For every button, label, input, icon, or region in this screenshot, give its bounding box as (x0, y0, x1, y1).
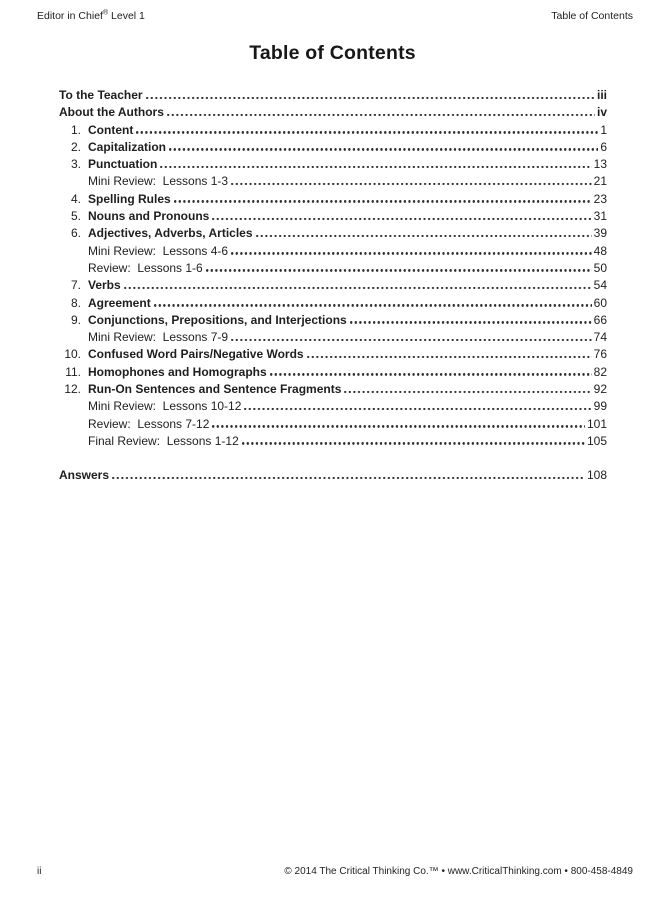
toc-entry (37, 191, 607, 208)
dot-leader (146, 97, 595, 100)
folio-page-number: ii (37, 866, 42, 877)
toc-entry (37, 156, 607, 173)
toc-entry (37, 346, 607, 363)
toc-entry-label: To the Teacher (59, 88, 143, 102)
toc-entry-number: 1. (70, 122, 81, 137)
toc-entry-label: Confused Word Pairs/Negative Words (88, 347, 304, 362)
book-level-text: Level 1 (108, 10, 145, 22)
toc-entry (37, 329, 607, 346)
dot-leader (206, 269, 592, 272)
running-footer (0, 866, 665, 877)
toc-entry-label: Nouns and Pronouns (88, 209, 210, 224)
dot-leader (154, 304, 592, 307)
toc-entry (37, 243, 607, 260)
dot-leader (212, 218, 591, 221)
toc-entry-page-number: 105 (586, 433, 607, 448)
toc-entry-number: 6. (70, 226, 81, 241)
toc-entry-page-number: 23 (593, 191, 607, 206)
dot-leader (124, 287, 592, 290)
toc-entry-number: 2. (70, 139, 81, 154)
dot-leader (231, 183, 592, 186)
toc-entry-page-number: 54 (593, 278, 607, 293)
toc-entry-label: Content (88, 122, 134, 137)
toc-entry-page-number: 92 (593, 382, 607, 397)
toc-entry-page-number: 48 (593, 243, 607, 258)
toc-entry-label: Conjunctions, Prepositions, and Interjections (88, 312, 347, 327)
toc-entry-label: Final Review: Lessons 1-12 (88, 433, 239, 448)
toc-entry-number: 12. (64, 382, 81, 397)
dot-leader (174, 200, 592, 203)
toc-entry-number: 7. (70, 278, 81, 293)
toc-entry (37, 467, 607, 484)
toc-entry-page-number: 50 (593, 260, 607, 275)
toc-entry-label: Run-On Sentences and Sentence Fragments (88, 382, 342, 397)
dot-leader (344, 391, 591, 394)
toc-entry-label: Capitalization (88, 139, 167, 154)
toc-entry-page-number: 74 (593, 330, 607, 345)
toc-entry-label: Mini Review: Lessons 7-9 (88, 330, 229, 345)
dot-leader (169, 148, 598, 151)
toc-entry (37, 277, 607, 294)
toc-entry (37, 398, 607, 415)
toc-entry-page-number: iii (596, 88, 607, 102)
toc-entry (37, 381, 607, 398)
toc-entry (37, 104, 607, 121)
dot-leader (256, 235, 592, 238)
toc-entry-label: Review: Lessons 7-12 (88, 416, 210, 431)
toc-entry-label: Punctuation (88, 157, 158, 172)
page-title: Table of Contents (249, 42, 416, 64)
copyright-line: © 2014 The Critical Thinking Co.™ • www.CriticalThinking.com • 800-458-4849 (284, 866, 633, 877)
toc-entry-page-number: 60 (593, 295, 607, 310)
toc-entry-page-number: 31 (593, 209, 607, 224)
dot-leader (350, 321, 592, 324)
toc-entry-label: Answers (59, 468, 110, 483)
dot-leader (270, 373, 592, 376)
toc-entry-label: Mini Review: Lessons 1-3 (88, 174, 229, 189)
dot-leader (242, 442, 585, 445)
toc-entry-label: Agreement (88, 295, 151, 310)
toc-entry (37, 416, 607, 433)
dot-leader (212, 425, 585, 428)
toc-entry-number: 10. (64, 347, 81, 362)
toc-entry (37, 208, 607, 225)
toc-entry-label: Spelling Rules (88, 191, 171, 206)
running-header (0, 0, 665, 22)
toc-entry-page-number: 101 (586, 416, 607, 431)
toc-entry-label: Mini Review: Lessons 4-6 (88, 243, 229, 258)
toc-entry-number: 3. (70, 157, 81, 172)
toc-entry (37, 173, 607, 190)
toc-entry (37, 433, 607, 450)
toc-entry (37, 364, 607, 381)
registered-trademark-symbol: ® (102, 9, 109, 17)
toc-entry-page-number: 108 (586, 468, 607, 483)
toc-entry-label: Review: Lessons 1-6 (88, 260, 203, 275)
toc-entry-page-number: iv (596, 105, 607, 120)
toc-entry-page-number: 13 (593, 157, 607, 172)
toc-entry-number: 4. (70, 191, 81, 206)
toc-entry (37, 295, 607, 312)
dot-leader (160, 166, 591, 169)
toc-entry-number: 11. (65, 364, 81, 379)
dot-leader (231, 339, 592, 342)
toc-entry-page-number: 21 (593, 174, 607, 189)
toc-entry-page-number: 66 (593, 312, 607, 327)
toc-entry (37, 139, 607, 156)
toc-entry-page-number: 76 (593, 347, 607, 362)
book-title-text: Editor in Chief (37, 10, 103, 22)
toc-entry-page-number: 82 (593, 364, 607, 379)
toc-entry (37, 312, 607, 329)
toc-entry-label: About the Authors (59, 105, 164, 120)
dot-leader (136, 131, 598, 134)
toc-entry (37, 225, 607, 242)
toc-entry-number: 8. (70, 295, 81, 310)
toc-entry-page-number: 1 (600, 122, 607, 137)
toc-entry-label: Adjectives, Adverbs, Articles (88, 226, 253, 241)
dot-leader (167, 114, 595, 117)
toc-entry (37, 87, 607, 104)
toc-entry-number: 5. (70, 209, 81, 224)
dot-leader (231, 252, 592, 255)
toc-list (0, 87, 665, 485)
running-header-section-label: Table of Contents (551, 10, 633, 22)
running-header-book-title (37, 10, 145, 22)
toc-entry-page-number: 99 (593, 399, 607, 414)
toc-entry-label: Homophones and Homographs (88, 364, 267, 379)
toc-entry-page-number: 6 (600, 139, 607, 154)
toc-entry-number: 9. (70, 312, 81, 327)
toc-entry-label: Mini Review: Lessons 10-12 (88, 399, 242, 414)
toc-entry-page-number: 39 (593, 226, 607, 241)
toc-entry (37, 260, 607, 277)
dot-leader (307, 356, 592, 359)
toc-entry (37, 122, 607, 139)
dot-leader (244, 408, 591, 411)
dot-leader (112, 477, 585, 480)
toc-entry-label: Verbs (88, 278, 121, 293)
